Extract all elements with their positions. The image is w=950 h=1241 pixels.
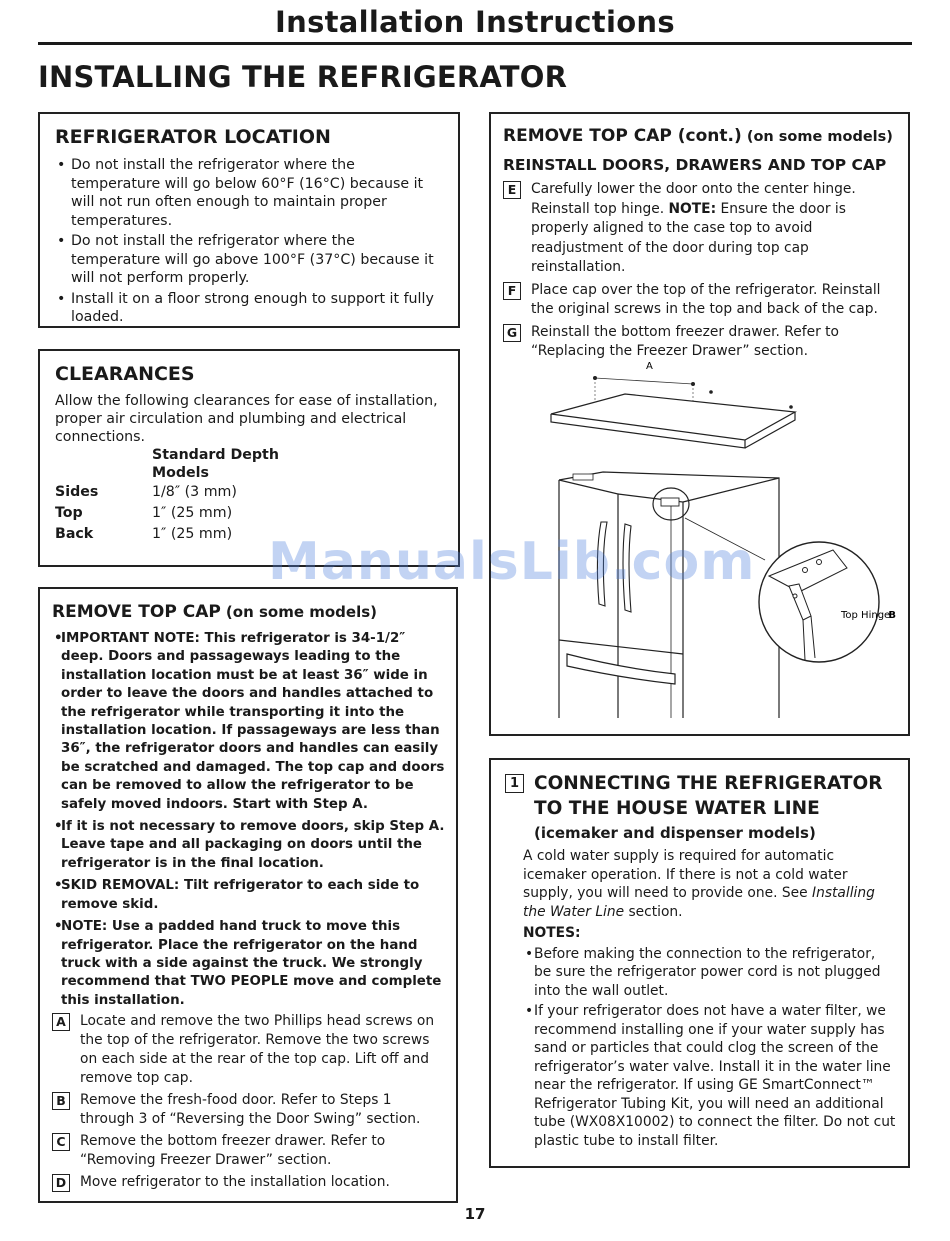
clearances-title: CLEARANCES <box>55 363 195 385</box>
step-text: Locate and remove the two Phillips head screws on the top of the refrigerator. Remove the two screws on each side at the rear of the top cap. Lift off and remove top cap. <box>80 1013 435 1087</box>
water-notes <box>523 945 896 1151</box>
step-letter: B <box>52 1092 70 1110</box>
step-d <box>52 1173 446 1192</box>
section-title: INSTALLING THE REFRIGERATOR <box>38 60 568 94</box>
step-text: Reinstall the bottom freezer drawer. Refer to “Replacing the Freezer Drawer” section. <box>531 323 839 359</box>
step-letter: C <box>52 1133 70 1151</box>
water-content <box>505 847 896 1150</box>
water-subtitle: (icemaker and dispenser models) <box>534 824 816 842</box>
list-item: • IMPORTANT NOTE: This refrigerator is 34-1/2″ deep. Doors and passageways leading to the installation location must be at least 36″ wide in order to leave the doors and handles attached to the refrigerator while transporting it into the installation location. If passageways are less than 36″, the refrigerator doors and handles can easily be scratched and damaged. The top cap and doors can be removed to allow the refrigerator to be safely moved indoors. Start with Step A. <box>52 630 446 814</box>
list-item: • SKID REMOVAL: Tilt refrigerator to each side to remove skid. <box>52 877 446 914</box>
clearances-table <box>55 446 279 545</box>
remove-cap-cont-subtitle: (on some models) <box>746 129 893 145</box>
clearances-intro: Allow the following clearances for ease of installation, proper air circulation and plumbing and electrical connections. <box>55 393 438 445</box>
water-intro: A cold water supply is required for automatic icemaker operation. If there is not a cold water supply, you will need to provide one. See Installing the Water Line section. <box>523 848 875 920</box>
clearances-col-header: Models <box>152 465 209 481</box>
step-text: Carefully lower the door onto the center hinge. Reinstall top hinge. NOTE: Ensure the door is properly aligned to the case top to avoid readjustment of the door during top cap reinstallation. <box>531 181 856 275</box>
step-letter: F <box>503 282 521 300</box>
water-title: CONNECTING THE REFRIGERATOR <box>534 773 883 794</box>
location-item: • Install it on a floor strong enough to support it fully loaded. <box>55 290 443 327</box>
step-text: Remove the fresh-food door. Refer to Steps 1 through 3 of “Reversing the Door Swing” section. <box>80 1092 421 1128</box>
figure-label-a: A <box>646 361 653 372</box>
remove-cap-title: REMOVE TOP CAP <box>52 602 221 622</box>
watermark: ManualsLib.com <box>268 532 756 592</box>
list-item: • If it is not necessary to remove doors, skip Step A. Leave tape and all packaging on doors until the refrigerator is in the final location. <box>52 818 446 873</box>
figure-label-hinge: Top Hinge <box>841 610 891 621</box>
step-f <box>503 281 896 320</box>
step-letter: G <box>503 324 521 342</box>
notes-label: NOTES: <box>523 925 581 941</box>
reinstall-subhead: REINSTALL DOORS, DRAWERS AND TOP CAP <box>503 156 887 174</box>
remove-cap-box <box>38 587 458 1203</box>
page-header <box>38 4 912 45</box>
reinstall-steps <box>503 180 896 362</box>
table-row: Sides 1/8″ (3 mm) <box>55 484 237 500</box>
water-box <box>489 758 910 1168</box>
table-row: Top 1″ (25 mm) <box>55 505 233 521</box>
table-row: Back 1″ (25 mm) <box>55 526 233 542</box>
step-b <box>52 1091 446 1129</box>
list-item: • Before making the connection to the refrigerator, be sure the refrigerator power cord is not plugged into the wall outlet. <box>523 945 896 1001</box>
location-box <box>38 112 460 328</box>
list-item: • If your refrigerator does not have a water filter, we recommend installing one if your water supply has sand or particles that could clog the screen of the refrigerator’s water valve. Install it in the water line near the refrigerator. If using GE SmartConnect™ Refrigerator Tubing Kit, you will need an additional tube (WX08X10002) to connect the filter. Do not cut plastic tube to install filter. <box>523 1002 896 1150</box>
water-title: TO THE HOUSE WATER LINE <box>534 798 820 819</box>
list-item: • NOTE: Use a padded hand truck to move this refrigerator. Place the refrigerator on the hand truck with a side against the truck. We strongly recommend that TWO PEOPLE move and complete this installation. <box>52 918 446 1010</box>
step-e <box>503 180 896 278</box>
location-item: • Do not install the refrigerator where the temperature will go below 60°F (16°C) because it will not run often enough to maintain proper temperatures. <box>55 156 443 230</box>
location-list <box>55 156 443 327</box>
remove-cap-cont-box <box>489 112 910 736</box>
remove-cap-subtitle: (on some models) <box>225 603 378 621</box>
remove-cap-steps <box>52 1012 446 1192</box>
step-c <box>52 1132 446 1170</box>
header-title: Installation Instructions <box>275 5 675 39</box>
location-item: • Do not install the refrigerator where the temperature will go above 100°F (37°C) because it will not perform properly. <box>55 232 443 288</box>
step-text: Place cap over the top of the refrigerator. Reinstall the original screws in the top and back of the cap. <box>531 281 881 317</box>
step-letter: D <box>52 1174 70 1192</box>
figure-label-b: B <box>888 610 896 621</box>
remove-cap-notes <box>52 630 446 1010</box>
step-a <box>52 1012 446 1088</box>
clearances-col-header: Standard Depth <box>152 447 279 463</box>
step-number: 1 <box>505 774 524 793</box>
step-letter: A <box>52 1013 70 1031</box>
step-letter: E <box>503 181 521 199</box>
remove-cap-cont-title: REMOVE TOP CAP (cont.) <box>503 126 742 146</box>
location-title: REFRIGERATOR LOCATION <box>55 126 331 148</box>
step-text: Move refrigerator to the installation location. <box>80 1174 390 1191</box>
step-text: Remove the bottom freezer drawer. Refer to “Removing Freezer Drawer” section. <box>80 1133 386 1169</box>
page-number: 17 <box>464 1205 486 1223</box>
